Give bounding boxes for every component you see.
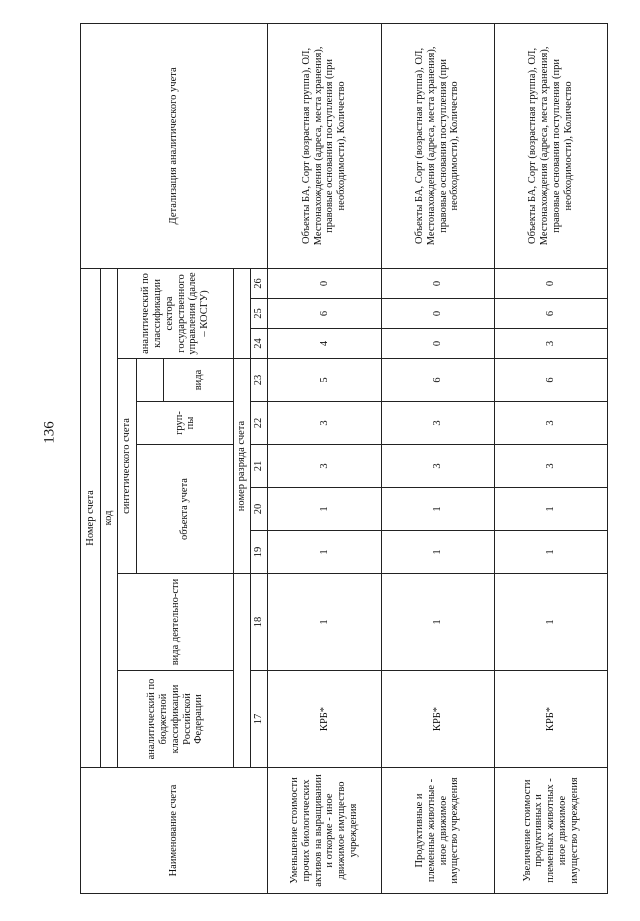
- digit-21-cell: 3: [494, 445, 607, 488]
- account-name-cell: Продуктивные и племенные животные - иное движимое имущество учреждения: [381, 768, 494, 894]
- budget-class-cell: КРБ*: [381, 671, 494, 768]
- digit-23-cell: 6: [381, 359, 494, 402]
- digit-19-cell: 1: [494, 531, 607, 574]
- digit-19-cell: 1: [268, 531, 381, 574]
- digit-21-cell: 3: [381, 445, 494, 488]
- header-object: объекта учета: [137, 445, 234, 574]
- detail-cell: Объекты БА, Сорт (возрастная группа), ОЛ, Местонахождения (адреса, места хранения), правовые основания поступления (при необходимости), Количество: [494, 23, 607, 268]
- header-detail: Детализация аналитического учета: [81, 23, 268, 268]
- digit-23-cell: 5: [268, 359, 381, 402]
- activity-cell: 1: [268, 574, 381, 671]
- budget-class-cell: КРБ*: [494, 671, 607, 768]
- column-number: 23: [251, 359, 268, 402]
- header-activity-type: вида деятельно-сти: [118, 574, 234, 671]
- column-number: 17: [251, 671, 268, 768]
- detail-cell: Объекты БА, Сорт (возрастная группа), ОЛ, Местонахождения (адреса, места хранения), правовые основания поступления (при необходимости), Количество: [268, 23, 381, 268]
- activity-cell: 1: [381, 574, 494, 671]
- header-kosgu: аналитический по классификации сектора государственного управления (далее – КОСГУ): [118, 268, 234, 358]
- digit-22-cell: 3: [494, 402, 607, 445]
- activity-cell: 1: [494, 574, 607, 671]
- account-table: [80, 23, 608, 894]
- header-blank: [137, 359, 163, 402]
- column-number: 22: [251, 402, 268, 445]
- rotated-page: [80, 24, 608, 894]
- header-digit-number: номер разряда счета: [234, 359, 251, 574]
- digit-25-cell: 6: [268, 299, 381, 329]
- header-left-blank: [234, 574, 251, 768]
- detail-cell: Объекты БА, Сорт (возрастная группа), ОЛ, Местонахождения (адреса, места хранения), правовые основания поступления (при необходимости), Количество: [381, 23, 494, 268]
- column-number: 20: [251, 488, 268, 531]
- digit-24-cell: 0: [381, 329, 494, 359]
- digit-25-cell: 0: [381, 299, 494, 329]
- header-account-number: Номер счета: [81, 268, 101, 767]
- digit-23-cell: 6: [494, 359, 607, 402]
- digit-22-cell: 3: [268, 402, 381, 445]
- digit-22-cell: 3: [381, 402, 494, 445]
- table-row: [268, 23, 381, 893]
- table-row: [381, 23, 494, 893]
- header-group: груп-пы: [137, 402, 234, 445]
- digit-20-cell: 1: [381, 488, 494, 531]
- column-number: 19: [251, 531, 268, 574]
- digit-26-cell: 0: [381, 268, 494, 298]
- digit-24-cell: 3: [494, 329, 607, 359]
- digit-26-cell: 0: [268, 268, 381, 298]
- column-number: 25: [251, 299, 268, 329]
- digit-20-cell: 1: [494, 488, 607, 531]
- header-budget-analytic: аналитический по бюджетной классификации Российской Федерации: [118, 671, 234, 768]
- digit-19-cell: 1: [381, 531, 494, 574]
- digit-24-cell: 4: [268, 329, 381, 359]
- digit-21-cell: 3: [268, 445, 381, 488]
- digit-26-cell: 0: [494, 268, 607, 298]
- digit-25-cell: 6: [494, 299, 607, 329]
- header-code: код: [101, 268, 118, 767]
- header-right-blank: [234, 268, 251, 358]
- account-name-cell: Увеличение стоимости продуктивных и племенных животных - иное движимое имущество учреждения: [494, 768, 607, 894]
- header-synthetic: синтетического счета: [118, 359, 137, 574]
- header-account-name: Наименование счета: [81, 768, 268, 894]
- budget-class-cell: КРБ*: [268, 671, 381, 768]
- column-number: 26: [251, 268, 268, 298]
- page-number: 136: [41, 421, 58, 444]
- column-number: 18: [251, 574, 268, 671]
- header-type: вида: [163, 359, 234, 402]
- column-number: 21: [251, 445, 268, 488]
- account-table-wrapper: [80, 24, 608, 894]
- digit-20-cell: 1: [268, 488, 381, 531]
- table-row: [494, 23, 607, 893]
- column-number: 24: [251, 329, 268, 359]
- account-name-cell: Уменьшение стоимости прочих биологических активов на выращивании и откорме - иное движимое имущество учреждения: [268, 768, 381, 894]
